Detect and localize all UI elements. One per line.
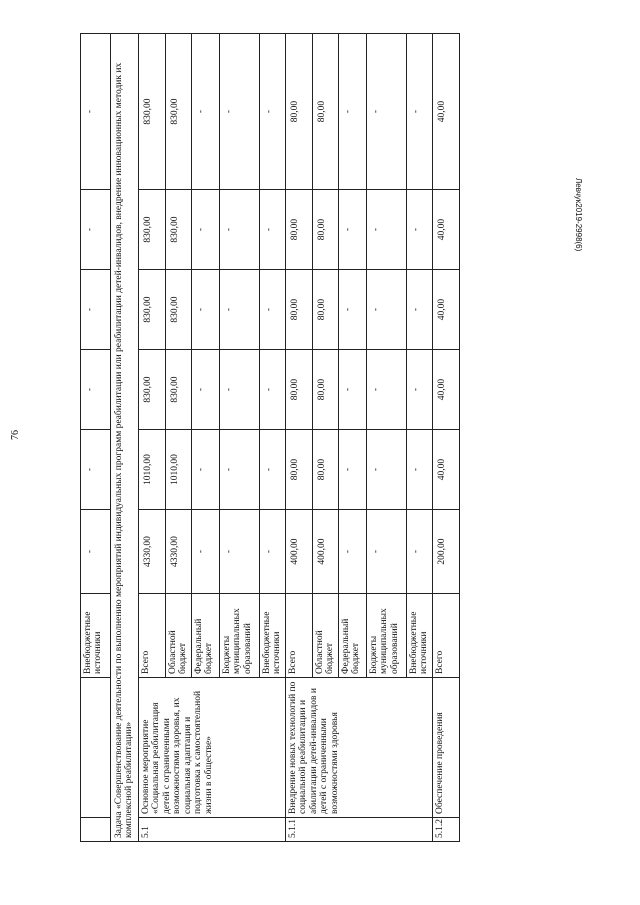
page-number: 76 bbox=[10, 430, 21, 440]
funding-source-cell: Областной бюджет bbox=[312, 594, 338, 678]
value-cell: 830,00 bbox=[138, 350, 165, 430]
value-cell: - bbox=[81, 510, 111, 594]
value-cell: 830,00 bbox=[165, 270, 191, 350]
value-cell: - bbox=[219, 430, 259, 510]
value-cell: - bbox=[406, 34, 432, 190]
rotated-table-container bbox=[80, 34, 577, 842]
value-cell: - bbox=[406, 350, 432, 430]
value-cell: - bbox=[191, 190, 219, 270]
value-cell: - bbox=[259, 34, 285, 190]
activity-name-cell: Обеспечение проведения bbox=[432, 678, 459, 818]
value-cell: - bbox=[81, 34, 111, 190]
value-cell: 80,00 bbox=[285, 350, 312, 430]
value-cell: - bbox=[259, 270, 285, 350]
activity-name-cell: Внедрение новых технологий по социальной реабилитации и абилитации детей-инвалидов и детей с ограниченными возможностями здоровья bbox=[285, 678, 432, 818]
value-cell: - bbox=[259, 350, 285, 430]
item-number-cell: 5.1.2 bbox=[432, 818, 459, 842]
value-cell: - bbox=[338, 190, 366, 270]
value-cell: 80,00 bbox=[285, 270, 312, 350]
value-cell: - bbox=[366, 34, 406, 190]
value-cell: - bbox=[338, 34, 366, 190]
value-cell: 830,00 bbox=[138, 34, 165, 190]
funding-source-cell: Бюджеты муниципальных образований bbox=[366, 594, 406, 678]
value-cell: - bbox=[406, 190, 432, 270]
value-cell: - bbox=[219, 270, 259, 350]
value-cell: 40,00 bbox=[432, 350, 459, 430]
value-cell: 1010,00 bbox=[165, 430, 191, 510]
value-cell: - bbox=[366, 270, 406, 350]
value-cell: - bbox=[338, 270, 366, 350]
value-cell: - bbox=[406, 510, 432, 594]
item-number-cell: 5.1 bbox=[138, 818, 285, 842]
value-cell: - bbox=[81, 350, 111, 430]
activity-name-cell bbox=[81, 678, 111, 818]
value-cell: 830,00 bbox=[165, 34, 191, 190]
budget-table bbox=[80, 33, 460, 842]
funding-source-cell: Всего bbox=[285, 594, 312, 678]
funding-source-cell: Федеральный бюджет bbox=[191, 594, 219, 678]
funding-source-cell: Всего bbox=[138, 594, 165, 678]
funding-source-cell: Внебюджетные источники bbox=[81, 594, 111, 678]
value-cell: 830,00 bbox=[165, 350, 191, 430]
value-cell: - bbox=[219, 190, 259, 270]
value-cell: 80,00 bbox=[285, 430, 312, 510]
value-cell: - bbox=[81, 270, 111, 350]
value-cell: - bbox=[219, 350, 259, 430]
value-cell: - bbox=[338, 430, 366, 510]
table-row bbox=[111, 34, 139, 842]
value-cell: 200,00 bbox=[432, 510, 459, 594]
value-cell: - bbox=[191, 34, 219, 190]
value-cell: 4330,00 bbox=[138, 510, 165, 594]
value-cell: 400,00 bbox=[285, 510, 312, 594]
value-cell: 40,00 bbox=[432, 190, 459, 270]
value-cell: 80,00 bbox=[285, 190, 312, 270]
value-cell: 1010,00 bbox=[138, 430, 165, 510]
table-row bbox=[285, 34, 312, 842]
item-number-cell: 5.1.1 bbox=[285, 818, 432, 842]
value-cell: - bbox=[259, 190, 285, 270]
value-cell: 80,00 bbox=[312, 350, 338, 430]
value-cell: - bbox=[366, 350, 406, 430]
value-cell: - bbox=[219, 34, 259, 190]
value-cell: 40,00 bbox=[432, 34, 459, 190]
funding-source-cell: Внебюджетные источники bbox=[406, 594, 432, 678]
value-cell: - bbox=[219, 510, 259, 594]
funding-source-cell: Областной бюджет bbox=[165, 594, 191, 678]
activity-name-cell: Основное мероприятие «Социальная реабилитация детей с ограниченными возможностями здоровья, их социальная адаптация и подготовка к самостоятельной жизни в обществе» bbox=[138, 678, 285, 818]
value-cell: 40,00 bbox=[432, 270, 459, 350]
funding-source-cell: Бюджеты муниципальных образований bbox=[219, 594, 259, 678]
value-cell: - bbox=[366, 190, 406, 270]
value-cell: 80,00 bbox=[312, 190, 338, 270]
value-cell: - bbox=[81, 190, 111, 270]
table-row bbox=[81, 34, 111, 842]
num-cell bbox=[81, 818, 111, 842]
value-cell: - bbox=[338, 510, 366, 594]
value-cell: - bbox=[191, 350, 219, 430]
value-cell: - bbox=[81, 430, 111, 510]
value-cell: 830,00 bbox=[138, 190, 165, 270]
value-cell: - bbox=[366, 510, 406, 594]
value-cell: - bbox=[406, 430, 432, 510]
funding-source-cell: Всего bbox=[432, 594, 459, 678]
value-cell: - bbox=[259, 510, 285, 594]
value-cell: 830,00 bbox=[165, 190, 191, 270]
value-cell: 400,00 bbox=[312, 510, 338, 594]
funding-source-cell: Федеральный бюджет bbox=[338, 594, 366, 678]
task-heading: Задача «Совершенствование деятельности по выполнению мероприятий индивидуальных программ реабилитации или реабилитации детей-инвалидов, внедрение инновационных методик их комплексной реабилитации» bbox=[111, 34, 139, 842]
table-row bbox=[432, 34, 459, 842]
document-id: Левчук2019-2998(6) bbox=[574, 178, 583, 252]
value-cell: 80,00 bbox=[312, 34, 338, 190]
value-cell: - bbox=[259, 430, 285, 510]
funding-source-cell: Внебюджетные источники bbox=[259, 594, 285, 678]
table-row bbox=[138, 34, 165, 842]
value-cell: 80,00 bbox=[312, 270, 338, 350]
value-cell: 40,00 bbox=[432, 430, 459, 510]
value-cell: - bbox=[191, 270, 219, 350]
value-cell: 830,00 bbox=[138, 270, 165, 350]
value-cell: - bbox=[366, 430, 406, 510]
value-cell: - bbox=[191, 510, 219, 594]
value-cell: - bbox=[338, 350, 366, 430]
value-cell: 80,00 bbox=[285, 34, 312, 190]
value-cell: - bbox=[191, 430, 219, 510]
value-cell: - bbox=[406, 270, 432, 350]
value-cell: 4330,00 bbox=[165, 510, 191, 594]
value-cell: 80,00 bbox=[312, 430, 338, 510]
